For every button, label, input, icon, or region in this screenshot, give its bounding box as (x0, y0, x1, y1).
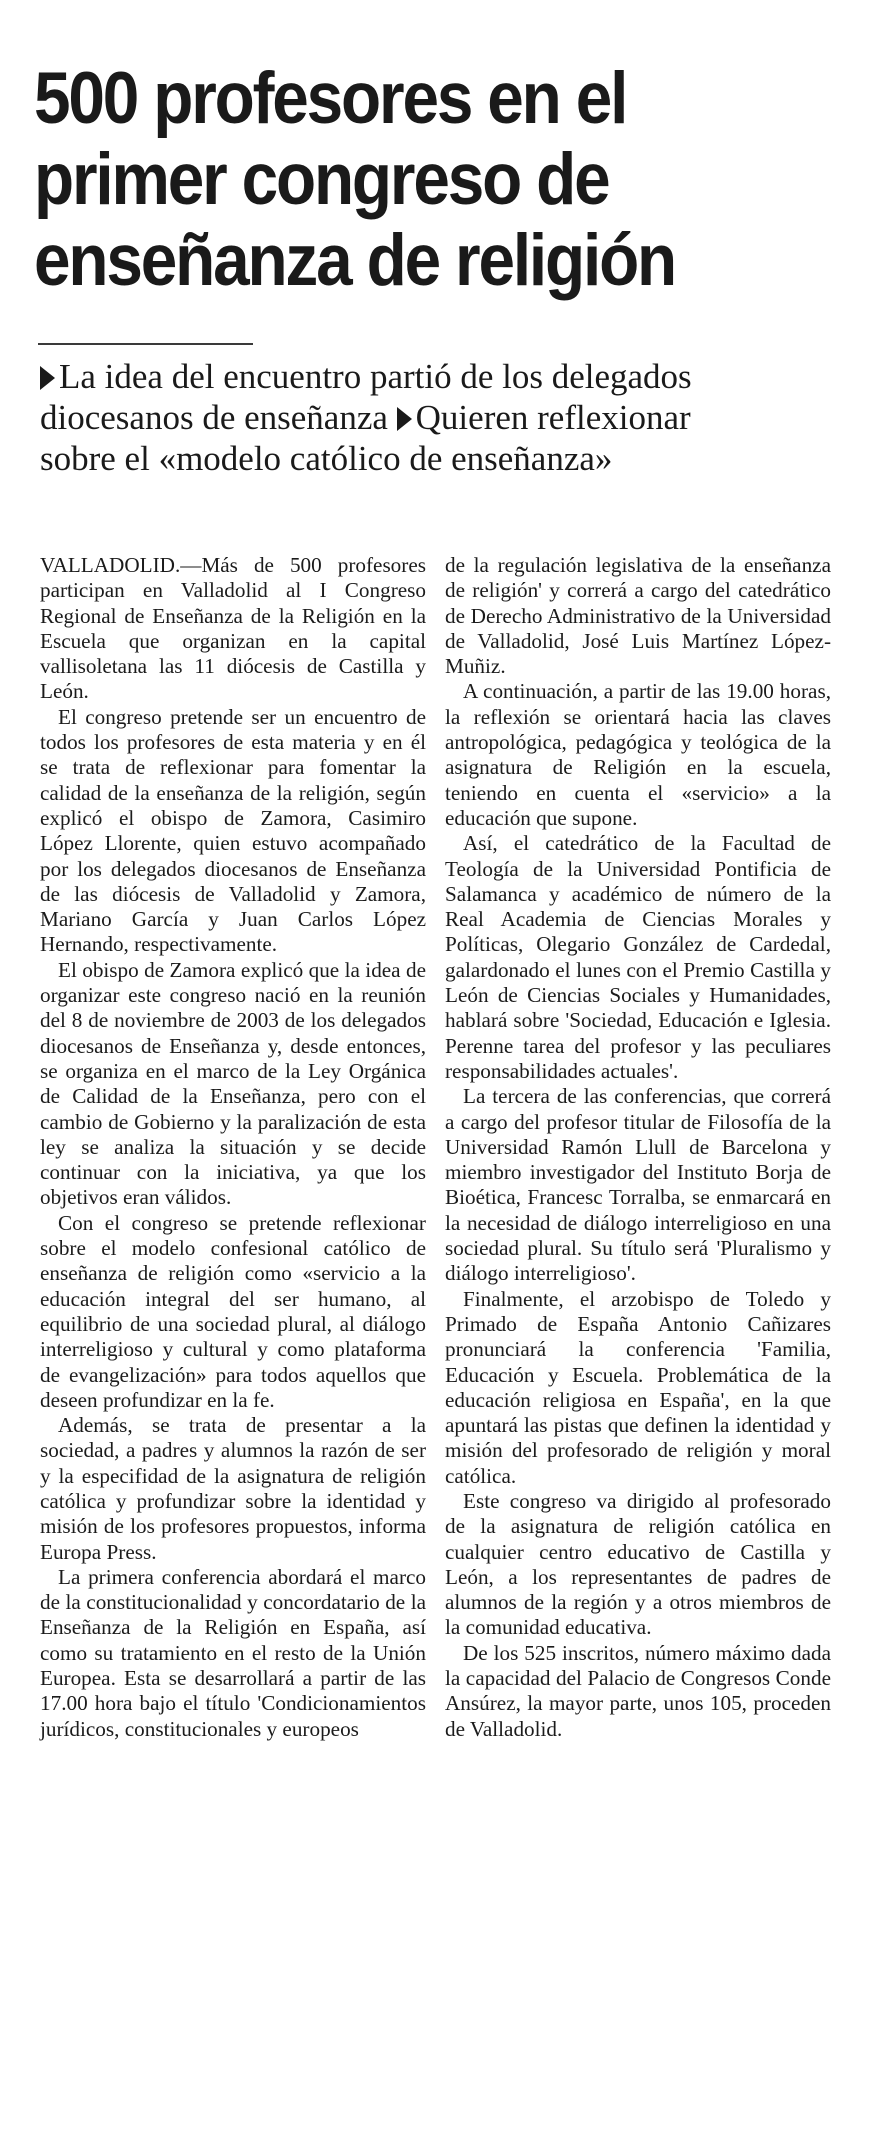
article-paragraph: La primera conferencia abordará el marco de la constitucionalidad y concordatario de la Enseñanza de la Religión en España, así como su tratamiento en el resto de la Unión Europea. Esta se desarrollará a partir de las 17.00 hora bajo el título 'Condicionamientos jurídicos, constitucionales y europeos (40, 1564, 426, 1741)
article-paragraph: Finalmente, el arzobispo de Toledo y Primado de España Antonio Cañizares pronunciará la conferencia 'Familia, Educación y Escuela. Problemática de la educación religiosa en España', en la que apuntará las pistas que definen la identidad y misión del profesorado de religión y moral católica. (445, 1286, 831, 1488)
article-paragraph: Además, se trata de presentar a la sociedad, a padres y alumnos la razón de ser y la especifidad de la asignatura de religión católica y profundizar sobre la identidad y misión de los profesores propuestos, informa Europa Press. (40, 1413, 426, 1564)
article-paragraph: Así, el catedrático de la Facultad de Teología de la Universidad Pontificia de Salamanca y académico de número de la Real Academia de Ciencias Morales y Políticas, Olegario González de Cardedal, galardonado el lunes con el Premio Castilla y León de Ciencias Sociales y Humanidades, hablará sobre 'Sociedad, Educación e Iglesia. Perenne tarea del profesor y las peculiares responsabilidades actuales'. (445, 831, 831, 1083)
subheadline-text: sobre el «modelo católico de enseñanza» (40, 439, 613, 478)
article-paragraph: De los 525 inscritos, número máximo dada la capacidad del Palacio de Congresos Conde Ansúrez, la mayor parte, unos 105, proceden de Valladolid. (445, 1640, 831, 1741)
subheadline-text: La idea del encuentro partió de los delegados (59, 357, 692, 396)
article-column-right (445, 553, 831, 1742)
headline-line: enseñanza de religión (34, 220, 676, 301)
article-paragraph: La tercera de las conferencias, que correrá a cargo del profesor titular de Filosofía de la Universidad Ramón Llull de Barcelona y miembro investigador del Instituto Borja de Bioética, Francesc Torralba, se enmarcará en la necesidad de diálogo interreligioso en una sociedad plural. Su título será 'Pluralismo y diálogo interreligioso'. (445, 1084, 831, 1286)
triangle-bullet-icon (40, 366, 55, 390)
headline (34, 58, 781, 301)
article-column-left (40, 553, 426, 1742)
subheadline-text: Quieren reflexionar (415, 398, 691, 437)
subheadline (40, 356, 860, 479)
article-paragraph: Con el congreso se pretende reflexionar sobre el modelo confesional católico de enseñanza de religión como «servicio a la educación integral del ser humano, al equilibrio de una sociedad plural, al diálogo interreligioso y cultural y como plataforma de evangelización» para todos aquellos que deseen profundizar en la fe. (40, 1210, 426, 1412)
article-paragraph: El obispo de Zamora explicó que la idea de organizar este congreso nació en la reunión del 8 de noviembre de 2003 de los delegados diocesanos de Enseñanza y, desde entonces, se organiza en el marco de la Ley Orgánica de Calidad de la Enseñanza, pero con el cambio de Gobierno y la paralización de esta ley se analiza la situación y se decide continuar con la iniciativa, ya que los objetivos eran válidos. (40, 957, 426, 1210)
article-paragraph: A continuación, a partir de las 19.00 horas, la reflexión se orientará hacia las claves antropológica, pedagógica y teológica de la asignatura de Religión en la escuela, teniendo en cuenta el «servicio» a la educación que supone. (445, 679, 831, 830)
subheadline-line (40, 397, 860, 438)
subheadline-text: diocesanos de enseñanza (40, 398, 388, 437)
article-paragraph: Este congreso va dirigido al profesorado de la asignatura de religión católica en cualquier centro educativo de Castilla y León, a los representantes de padres de alumnos de la región y a otros miembros de la comunidad educativa. (445, 1488, 831, 1640)
divider-rule (38, 343, 253, 345)
article-paragraph: de la regulación legislativa de la enseñanza de religión' y correrá a cargo del catedrático de Derecho Administrativo de la Universidad de Valladolid, José Luis Martínez López-Muñiz. (445, 553, 831, 679)
subheadline-line (40, 438, 860, 479)
subheadline-line (40, 356, 860, 397)
article-paragraph: VALLADOLID.—Más de 500 profesores participan en Valladolid al I Congreso Regional de Enseñanza de la Religión en la Escuela que organizan en la capital vallisoletana las 11 diócesis de Castilla y León. (40, 553, 426, 704)
headline-line: primer congreso de (34, 139, 609, 220)
headline-line: 500 profesores en el (34, 58, 627, 139)
triangle-bullet-icon (397, 407, 412, 431)
article-paragraph: El congreso pretende ser un encuentro de todos los profesores de esta materia y en él se trata de reflexionar para fomentar la calidad de la enseñanza de la religión, según explicó el obispo de Zamora, Casimiro López Llorente, quien estuvo acompañado por los delegados diocesanos de Enseñanza de las diócesis de Valladolid y Zamora, Mariano García y Juan Carlos López Hernando, respectivamente. (40, 704, 426, 957)
